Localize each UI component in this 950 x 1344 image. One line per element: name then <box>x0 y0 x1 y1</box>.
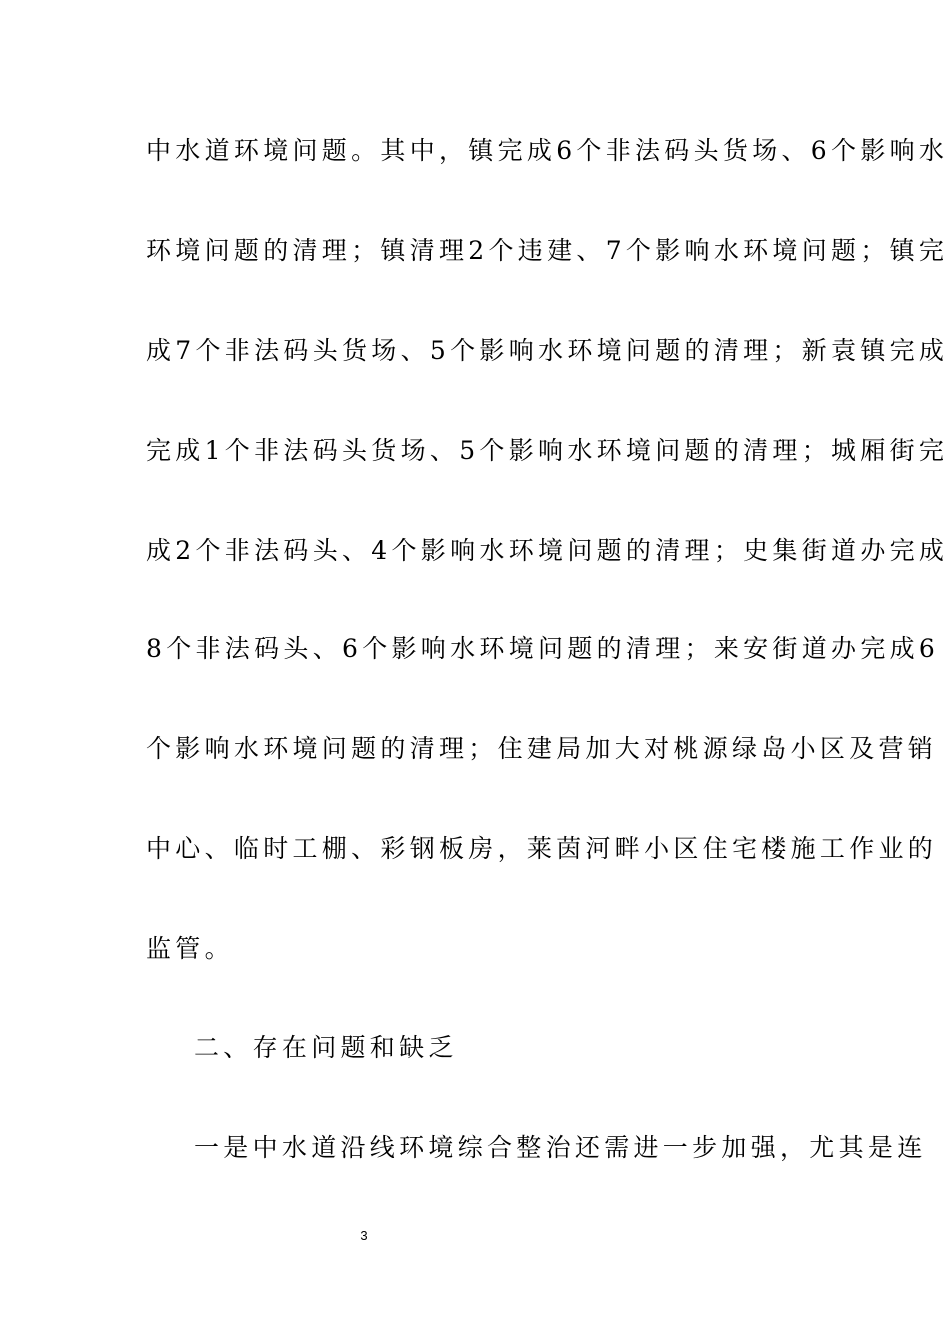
paragraph-line-9: 监管。 <box>146 934 234 963</box>
section-heading: 二、存在问题和缺乏 <box>194 1033 458 1062</box>
paragraph-line-1: 中水道环境问题。其中，镇完成6个非法码头货场、6个影响水 <box>146 136 949 165</box>
page-number: 3 <box>360 1228 368 1243</box>
paragraph-line-2: 环境问题的清理；镇清理2个违建、7个影响水环境问题；镇完 <box>146 236 949 265</box>
next-paragraph-line: 一是中水道沿线环境综合整治还需进一步加强，尤其是连 <box>194 1133 927 1162</box>
paragraph-line-6: 8个非法码头、6个影响水环境问题的清理；来安街道办完成6 <box>146 634 940 663</box>
paragraph-line-5: 成2个非法码头、4个影响水环境问题的清理；史集街道办完成 <box>146 536 949 565</box>
paragraph-line-3: 成7个非法码头货场、5个影响水环境问题的清理；新袁镇完成 <box>146 336 949 365</box>
paragraph-line-4: 完成1个非法码头货场、5个影响水环境问题的清理；城厢街完 <box>146 436 949 465</box>
paragraph-line-7: 个影响水环境问题的清理；住建局加大对桃源绿岛小区及营销 <box>146 734 938 763</box>
paragraph-line-8: 中心、临时工棚、彩钢板房，莱茵河畔小区住宅楼施工作业的 <box>146 834 938 863</box>
